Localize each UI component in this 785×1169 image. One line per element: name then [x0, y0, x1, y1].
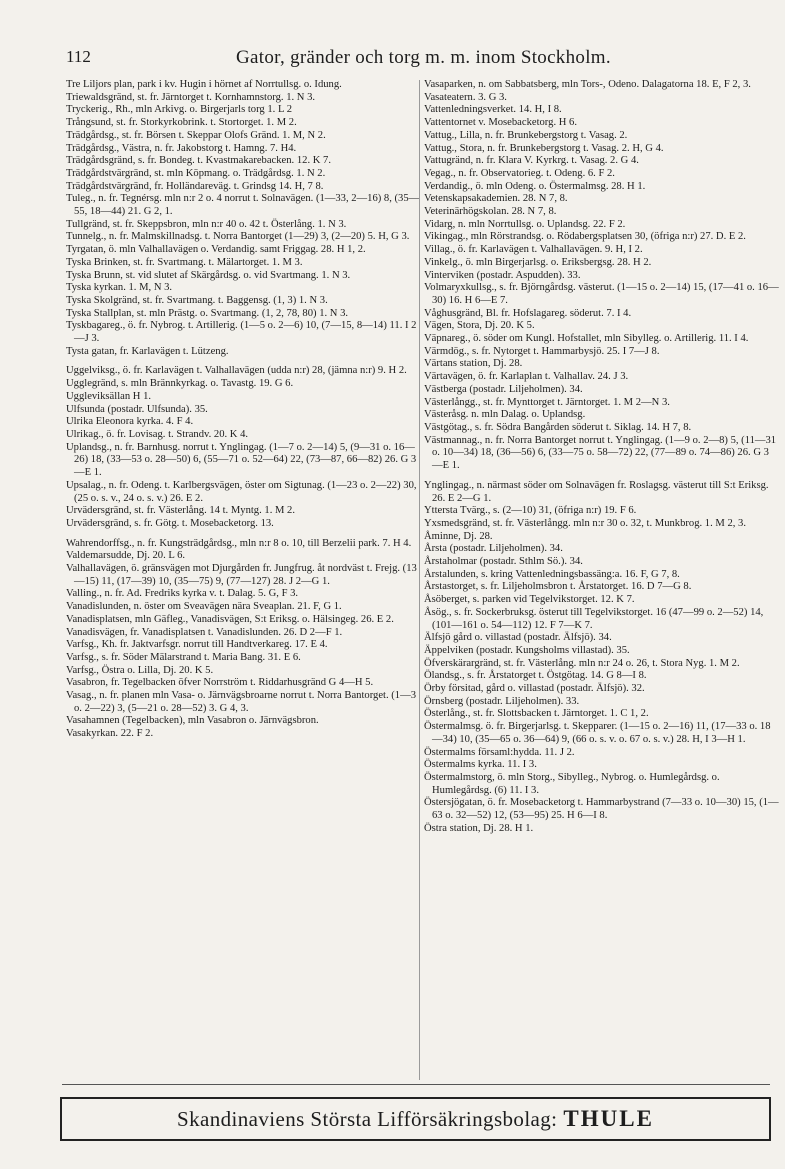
directory-entry: Västgötag., s. fr. Södra Bangården söderut t. Siklag. 14. H 7, 8.	[424, 421, 692, 433]
directory-entry: Valling., n. fr. Ad. Fredriks kyrka v. t. Dalag. 5. G, F 3.	[66, 588, 299, 600]
directory-entry: Östermalms församl:hydda. 11. J 2.	[424, 746, 575, 758]
directory-entry: Älfsjö gård o. villastad (postadr. Älfsjö). 34.	[424, 632, 612, 644]
directory-entry: Vikingag., mln Rörstrandsg. o. Rödabergsplatsen 30, (öfriga n:r) 27. D. E 2.	[424, 231, 746, 243]
directory-entry: Vasaparken, n. om Sabbatsberg, mln Tors-, Odeno. Dalagatorna 18. E, F 2, 3.	[424, 79, 751, 90]
directory-entry: Trångsund, st. fr. Storkyrkobrink. t. Stortorget. 1. M 2.	[66, 117, 297, 129]
directory-entry: Trädgårdstvärgränd, st. mln Köpmang. o. Trädgårdsg. 1. N 2.	[66, 167, 326, 179]
directory-entry: Yxsmedsgränd, st. fr. Västerlångg. mln n:r 30 o. 32, t. Munkbrog. 1. M 2, 3.	[424, 517, 747, 529]
directory-entry: Äppelviken (postadr. Kungsholms villastad). 35.	[424, 644, 630, 656]
directory-entry: Värtavägen, ö. fr. Karlaplan t. Valhallav. 24. J 3.	[424, 371, 629, 383]
directory-entry: Ölandsg., s. fr. Årstatorget t. Östgötag. 14. G 8—I 8.	[424, 670, 647, 682]
directory-entry: Örby försitad, gård o. villastad (postadr. Älfsjö). 32.	[424, 683, 645, 695]
directory-entry: Våghusgränd, Bl. fr. Hofslagareg. söderut. 7. I 4.	[424, 307, 632, 319]
directory-entry: Årstastorget, s. fr. Liljeholmsbron t. Årstatorget. 16. D 7—G 8.	[424, 581, 692, 593]
directory-entry: Ulfsunda (postadr. Ulfsunda). 35.	[66, 403, 208, 415]
directory-entry: Östersjögatan, ö. fr. Mosebacketorg t. Hammarbystrand (7—33 o. 10—30) 15, (1—63 o. 32—52) 12, (53—95) 25. H 6—I 8.	[424, 797, 779, 822]
directory-entry: Valdemarsudde, Dj. 20. L 6.	[66, 550, 186, 562]
directory-entry: Ugglegränd, s. mln Brännkyrkag. o. Tavastg. 19. G 6.	[66, 378, 294, 390]
directory-entry: Österlång., st. fr. Slottsbacken t. Järntorget. 1. C 1, 2.	[424, 708, 649, 720]
column-divider	[419, 80, 420, 1080]
directory-entry: Trädgårdstvärgränd, fr. Holländareväg. t. Grindsg 14. H, 7 8.	[66, 180, 324, 192]
directory-entry: Ynglingag., n. närmast söder om Solnavägen fr. Roslagsg. västerut till S:t Eriksg. 26. E 2—G 1.	[424, 479, 769, 504]
directory-entry: Varfsg., Kh. fr. Jaktvarfsgr. norrut till Handtverkareg. 17. E 4.	[66, 639, 328, 651]
directory-entry: Tre Liljors plan, park i kv. Hugin i hörnet af Norrtullsg. o. Idung.	[66, 79, 342, 90]
directory-entry: Vattugränd, n. fr. Klara V. Kyrkrg. t. Vasag. 2. G 4.	[424, 155, 639, 167]
directory-entry: Upsalag., n. fr. Odeng. t. Karlbergsvägen, öster om Sigtunag. (1—23 o. 2—22) 30, (25 o. s. v., 24 o. s. v.) 26. E 2.	[66, 479, 417, 504]
directory-entry: Öfverskärargränd, st. fr. Västerlång. mln n:r 24 o. 26, t. Stora Nyg. 1. M 2.	[424, 657, 740, 669]
directory-entry: Tuleg., n. fr. Tegnérsg. mln n:r 2 o. 4 norrut t. Solnavägen. (1—33, 2—16) 8, (35—55, 18—44) 21. G 2, 1.	[66, 193, 420, 218]
directory-entry: Vattentornet v. Mosebacketorg. H 6.	[424, 117, 577, 129]
directory-entry: Vetenskapsakademien. 28. N 7, 8.	[424, 193, 568, 205]
directory-entry: Tysta gatan, fr. Karlavägen t. Lützeng.	[66, 345, 229, 357]
directory-entry: Årsta (postadr. Liljeholmen). 34.	[424, 543, 563, 555]
page-number: 112	[66, 47, 91, 66]
directory-entry: Trädgårdsgränd, s. fr. Bondeg. t. Kvastmakarebacken. 12. K 7.	[66, 155, 331, 167]
directory-entry: Vegag., n. fr. Observatorieg. t. Odeng. 6. F 2.	[424, 167, 615, 179]
directory-entry: Vägen, Stora, Dj. 20. K 5.	[424, 320, 535, 332]
directory-entry: Vattenledningsverket. 14. H, I 8.	[424, 104, 562, 116]
directory-entry: Urvädersgränd, s. fr. Götg. t. Mosebacketorg. 13.	[66, 517, 274, 529]
directory-entry: Varfsg., s. fr. Söder Mälarstrand t. Maria Bang. 31. E 6.	[66, 651, 301, 663]
directory-entry: Vasahamnen (Tegelbacken), mln Vasabron o. Järnvägsbron.	[66, 715, 319, 727]
directory-entry: Vasabron, fr. Tegelbacken öfver Norrström t. Riddarhusgränd G 4—H 5.	[66, 677, 374, 689]
directory-entry: Tryckerig., Rh., mln Arkivg. o. Birgerjarls torg 1. L 2	[66, 104, 292, 116]
directory-entry: Veterinärhögskolan. 28. N 7, 8.	[424, 206, 557, 218]
directory-entry: Vattug., Stora, n. fr. Brunkebergstorg t. Vasag. 2. H, G 4.	[424, 142, 664, 154]
page-title: Gator, gränder och torg m. m. inom Stockholm.	[236, 47, 611, 68]
directory-entry: Verdandig., ö. mln Odeng. o. Östermalmsg. 28. H 1.	[424, 180, 646, 192]
directory-entry: Tyskbagareg., ö. fr. Nybrog. t. Artillerig. (1—5 o. 2—6) 10, (7—15, 8—14) 11. I 2—J 3.	[66, 320, 417, 345]
directory-entry: Uggelviksg., ö. fr. Karlavägen t. Valhallavägen (udda n:r) 28, (jämna n:r) 9. H 2.	[66, 365, 407, 377]
directory-entry: Volmaryxkullsg., s. fr. Björngårdsg. västerut. (1—15 o. 2—14) 15, (17—41 o. 16—30) 16. H 6—E 7.	[424, 282, 779, 306]
footer-rule	[62, 1084, 770, 1085]
directory-entry: Tullgränd, st. fr. Skeppsbron, mln n:r 40 o. 42 t. Österlång. 1. N 3.	[66, 218, 347, 230]
directory-entry: Urvädersgränd, st. fr. Västerlång. 14 t. Myntg. 1. M 2.	[66, 505, 296, 517]
directory-entry: Östermalms kyrka. 11. I 3.	[424, 759, 537, 771]
directory-entry: Årstaholmar (postadr. Sthlm Sö.). 34.	[424, 556, 583, 568]
directory-entry: Triewaldsgränd, st. fr. Järntorget t. Kornhamnstorg. 1. N 3.	[66, 91, 316, 103]
directory-entry: Vanadisplatsen, mln Gäfleg., Vanadisvägen, S:t Eriksg. o. Hälsingeg. 26. E 2.	[66, 613, 394, 625]
directory-entry: Vanadislunden, n. öster om Sveavägen närа Sveaplan. 21. F, G 1.	[66, 601, 342, 613]
directory-entry: Tyrgatan, ö. mln Valhallavägen o. Verdandig. samt Friggag. 28. H 1, 2.	[66, 244, 366, 256]
directory-entry: Vinkelg., ö. mln Birgerjarlsg. o. Eriksbergsg. 28. H 2.	[424, 256, 652, 268]
directory-entry: Tyska Brunn, st. vid slutet af Skärgårdsg. o. vid Svartmang. 1. N 3.	[66, 269, 351, 281]
directory-entry: Örnsberg (postadr. Liljeholmen). 33.	[424, 695, 580, 707]
directory-entry: Åsöberget, s. parken vid Tegelvikstorget. 12. K 7.	[424, 594, 635, 606]
advertisement-text: Skandinaviens Största Lifförsäkringsbolag:	[177, 1106, 558, 1131]
directory-entry: Ulrika Eleonora kyrka. 4. F 4.	[66, 416, 194, 428]
directory-entry: Vasateatern. 3. G 3.	[424, 91, 507, 103]
directory-entry: Uplandsg., n. fr. Barnhusg. norrut t. Ynglingag. (1—7 o. 2—14) 5, (9—31 o. 16—26) 18, (33—53 o. 28—50) 6, (55—71 o. 52—64) 22, (73—87, 66—82) 26. G 3—E 1.	[66, 441, 417, 479]
directory-entry: Västberga (postadr. Liljeholmen). 34.	[424, 383, 583, 395]
directory-entry: Vanadisvägen, fr. Vanadisplatsen t. Vanadislunden. 26. D 2—F 1.	[66, 626, 343, 638]
directory-entry: Västeråsg. n. mln Dalag. o. Uplandsg.	[424, 409, 586, 421]
directory-entry: Östermalmstorg, ö. mln Storg., Sibylleg., Nybrog. o. Humlegårdsg. o. Humlegårdsg. (6) 11. I 3.	[424, 771, 720, 796]
page-header	[66, 47, 766, 73]
directory-entry: Vinterviken (postadr. Aspudden). 33.	[424, 269, 581, 281]
directory-entry: Västmannag., n. fr. Norra Bantorget norrut t. Ynglingag. (1—9 o. 2—8) 5, (11—31 o. 10—34) 18, (36—56) 6, (33—75 o. 58—72) 22, (77—89 o. 74—86) 26. G 3—E 1.	[424, 434, 777, 472]
directory-entry: Östermalmsg. ö. fr. Birgerjarlsg. t. Skepparег. (1—15 o. 2—16) 11, (17—33 o. 18—34) 10, (35—65 o. 36—64) 9, (66 o. s. v. o. 67 o. s. v.) 28. H, I 3—H 1.	[424, 721, 771, 745]
directory-entry: Vattug., Lilla, n. fr. Brunkebergstorg t. Vasag. 2.	[424, 129, 628, 141]
directory-entry: Vasag., n. fr. planen mln Vasa- o. Järnvägsbroarne norrut t. Norra Bantorget. (1—3 o. 2—22) 3, (5—21 o. 28—52) 3. G 4, 3.	[66, 690, 416, 714]
directory-entry: Tyska Brinken, st. fr. Svartmang. t. Mälartorget. 1. M 3.	[66, 256, 303, 268]
directory-entry: Värtans station, Dj. 28.	[424, 358, 523, 370]
advertisement-banner	[60, 1097, 771, 1141]
advertisement-brand: THULE	[563, 1106, 654, 1131]
directory-entry: Åminne, Dj. 28.	[424, 530, 493, 542]
directory-entry: Trädgårdsg., st. fr. Börsen t. Skeppar Olofs Gränd. 1. M, N 2.	[66, 129, 326, 141]
directory-entry: Yttersta Tvärg., s. (2—10) 31, (öfriga n:r) 19. F 6.	[424, 505, 637, 517]
directory-entry: Tunnelg., n. fr. Malmskillnadsg. t. Norra Bantorget (1—29) 3, (2—20) 5. H, G 3.	[66, 231, 410, 243]
right-column	[424, 79, 779, 835]
directory-entry: Tyska Skolgränd, st. fr. Svartmang. t. Baggensg. (1, 3) 1. N 3.	[66, 294, 328, 306]
directory-entry: Villag., ö. fr. Karlavägen t. Valhallavägen. 9. H, I 2.	[424, 244, 643, 256]
directory-entry: Varfsg., Östra o. Lilla, Dj. 20. K 5.	[66, 664, 214, 676]
directory-entry: Åsög., s. fr. Sockerbruksg. österut till Tegelvikstorget. 16 (47—99 o. 2—52) 14, (101—161 o. 54—112) 12. F 7—K 7.	[424, 606, 764, 631]
directory-entry: Trädgårdsg., Västra, n. fr. Jakobstorg t. Hamng. 7. H4.	[66, 142, 297, 154]
directory-entry: Väpnareg., ö. söder om Kungl. Hofstallet, mln Sibylleg. o. Artillerig. 11. I 4.	[424, 333, 749, 345]
directory-entry: Årstalunden, s. kring Vattenledningsbassäng:a. 16. F, G 7, 8.	[424, 568, 680, 580]
directory-entry: Östra station, Dj. 28. H 1.	[424, 822, 534, 834]
directory-entry: Vidarg, n. mln Norrtullsg. o. Uplandsg. 22. F 2.	[424, 218, 626, 230]
directory-entry: Valhallavägen, ö. gränsvägen mot Djurgården fr. Jungfrug. åt nordväst t. Frejg. (13—15) 11, (17—39) 10, (35—75) 9, (77—127) 28. J 2—G 1.	[66, 563, 417, 587]
directory-entry: Vasakyrkan. 22. F 2.	[66, 728, 154, 740]
directory-entry: Värmdög., s. fr. Nytorget t. Hammarbysjö. 25. I 7—J 8.	[424, 345, 660, 357]
directory-entry: Tyska Stallplan, st. mln Prästg. o. Svartmang. (1, 2, 78, 80) 1. N 3.	[66, 307, 349, 319]
directory-entry: Västerlångg., st. fr. Mynttorget t. Järntorget. 1. M 2—N 3.	[424, 396, 670, 408]
directory-entry: Uggleviksällan H 1.	[66, 390, 152, 402]
left-column	[66, 79, 421, 741]
directory-entry: Wahrendorffsg., n. fr. Kungsträdgårdsg., mln n:r 8 o. 10, till Berzelii park. 7. H 4.	[66, 537, 412, 549]
directory-entry: Ulrikag., ö. fr. Lovisag. t. Strandv. 20. K 4.	[66, 428, 249, 440]
directory-entry: Tyska kyrkan. 1. M, N 3.	[66, 282, 173, 294]
